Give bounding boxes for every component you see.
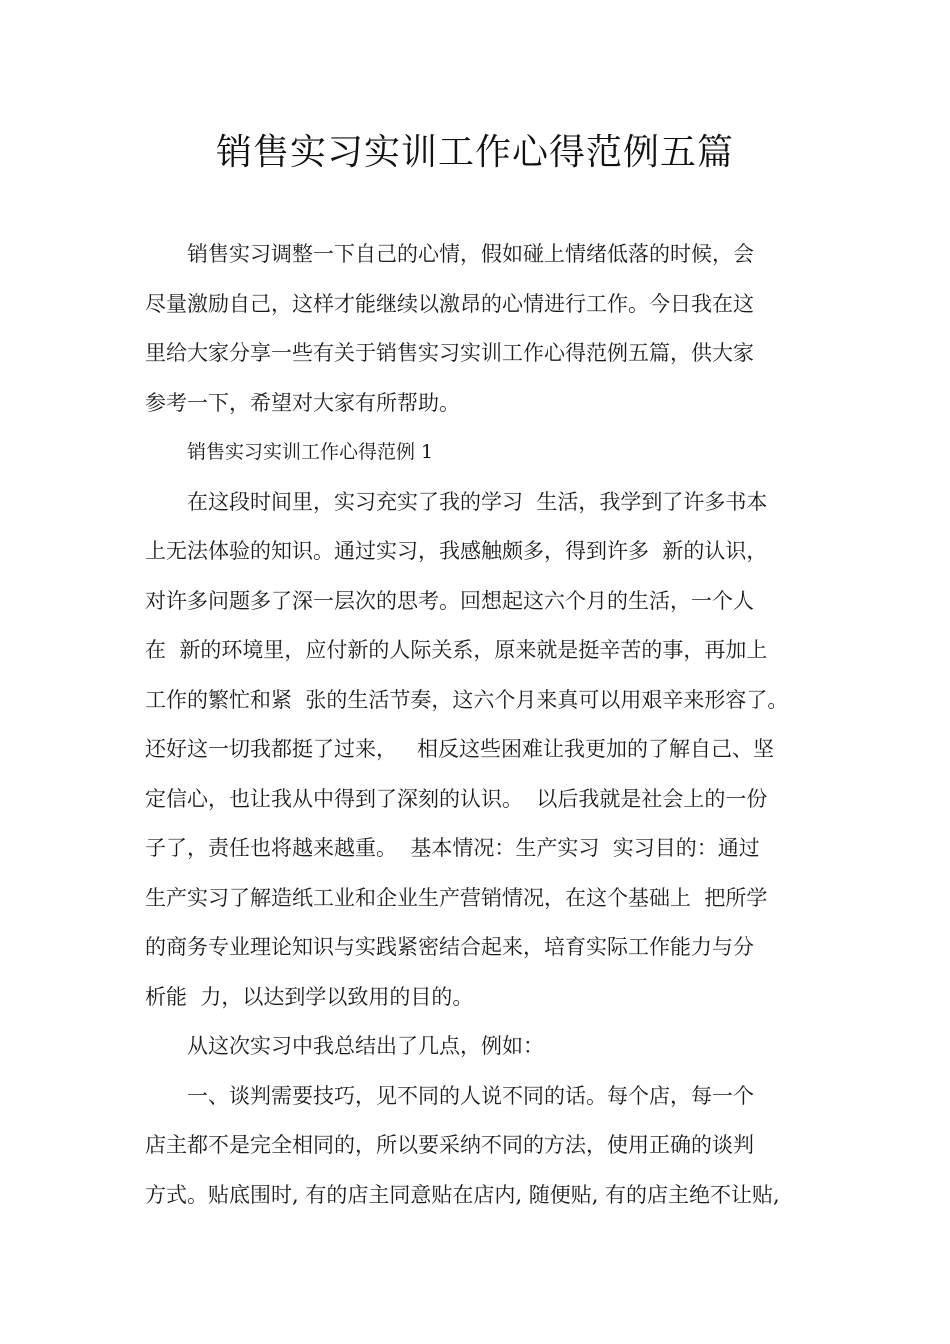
text-line: 子了，责任也将越来越重。 基本情况：生产实习 实习目的：通过 xyxy=(145,836,760,860)
text-line: 在这段时间里，实习充实了我的学习 生活，我学到了许多书本 xyxy=(187,489,768,514)
text-line: 尽量激励自己，这样才能继续以激昂的心情进行工作。今日我在这 xyxy=(145,291,754,316)
text-line: 生产实习了解造纸工业和企业生产营销情况，在这个基础上 把所学 xyxy=(145,885,768,910)
text-line: 工作的繁忙和紧 张的生活节奏，这六个月来真可以用艰辛来形容了。 xyxy=(145,687,789,712)
text-line: 销售实习调整一下自己的心情，假如碰上情绪低落的时候，会 xyxy=(187,242,754,266)
text-line: 方式。贴底围时, 有的店主同意贴在店内, 随便贴, 有的店主绝不让贴, xyxy=(145,1182,780,1207)
text-line: 析能 力，以达到学以致用的目的。 xyxy=(145,984,474,1009)
text-line: 店主都不是完全相同的，所以要采纳不同的方法，使用正确的谈判 xyxy=(145,1133,754,1157)
text-line: 在 新的环境里，应付新的人际关系，原来就是挺辛苦的事，再加上 xyxy=(145,638,768,662)
text-line: 一、谈判需要技巧，见不同的人说不同的话。每个店，每一个 xyxy=(187,1083,754,1108)
text-line: 对许多问题多了深一层次的思考。回想起这六个月的生活，一个人 xyxy=(145,588,754,613)
text-line: 的商务专业理论知识与实践紧密结合起来，培育实际工作能力与分 xyxy=(145,935,754,959)
text-line: 参考一下，希望对大家有所帮助。 xyxy=(145,390,460,415)
page-title: 销售实习实训工作心得范例五篇 xyxy=(215,132,734,173)
text-line: 从这次实习中我总结出了几点，例如： xyxy=(187,1034,544,1058)
document-body xyxy=(145,230,810,1220)
text-line: 定信心，也让我从中得到了深刻的认识。 以后我就是社会上的一份 xyxy=(145,786,768,811)
section-heading: 销售实习实训工作心得范例 1 xyxy=(187,441,434,463)
text-line: 还好这一切我都挺了过来， 相反这些困难让我更加的了解自己、坚 xyxy=(145,737,775,761)
text-line: 里给大家分享一些有关于销售实习实训工作心得范例五篇，供大家 xyxy=(145,341,754,365)
text-line: 上无法体验的知识。通过实习，我感触颇多，得到许多 新的认识， xyxy=(145,539,768,563)
